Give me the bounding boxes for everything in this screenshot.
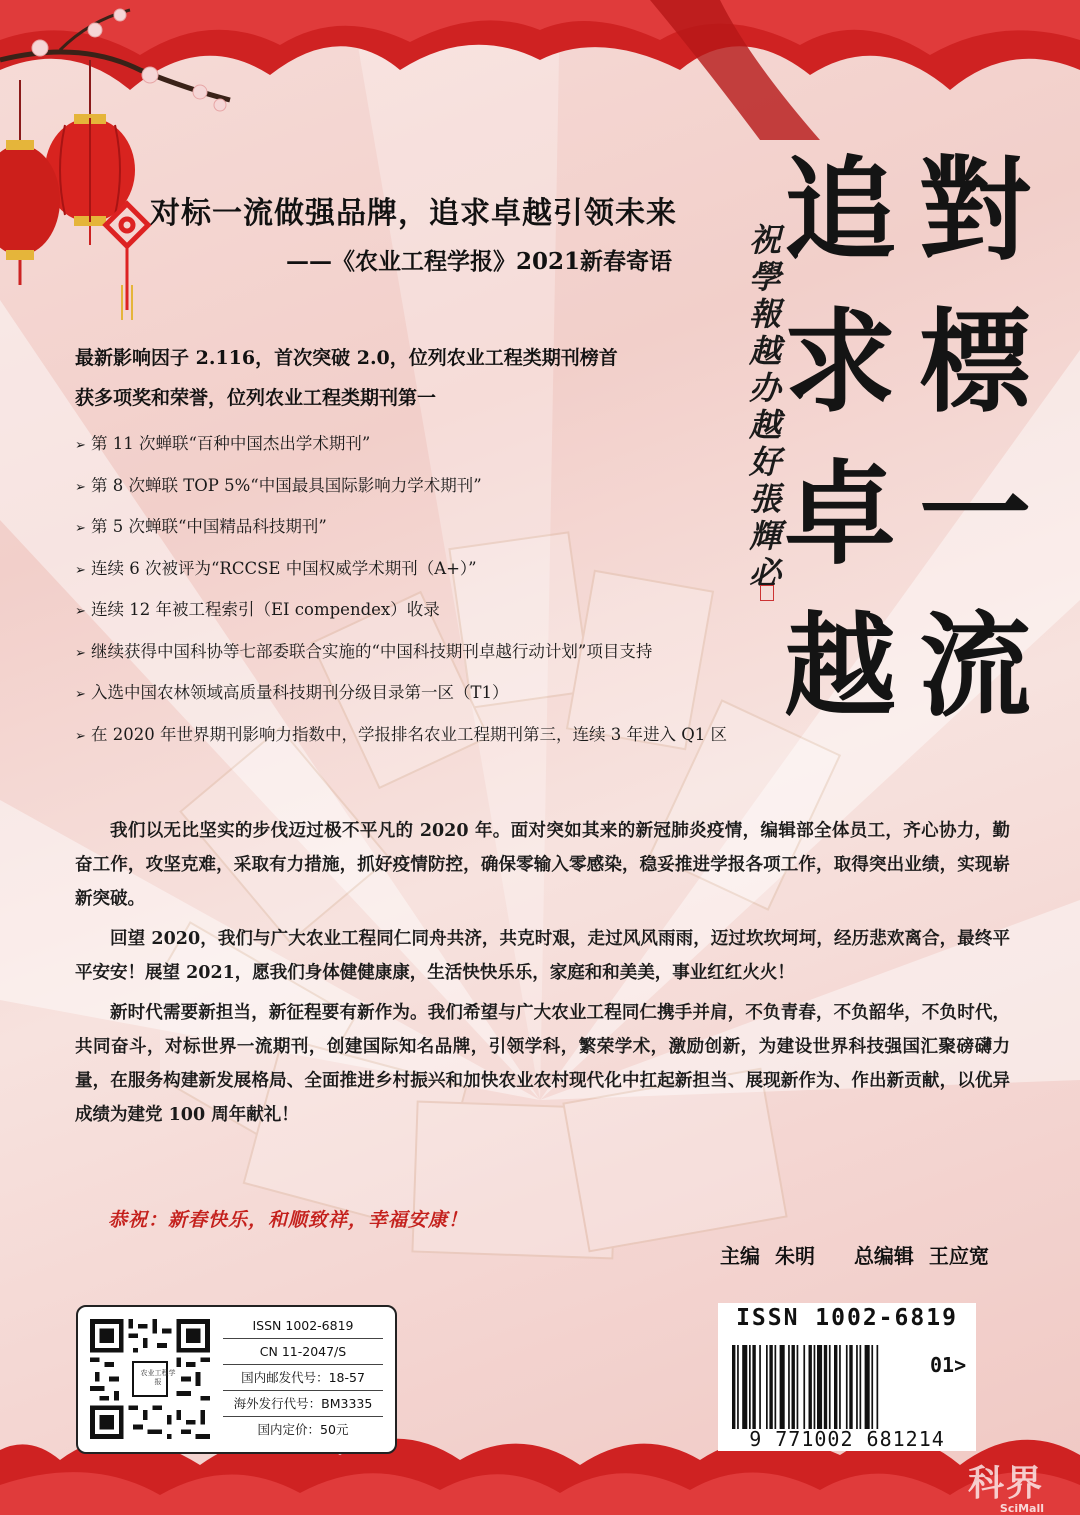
domestic-postal-code: 国内邮发代号：18-57 xyxy=(223,1365,383,1391)
paragraph: 我们以无比坚实的步伐迈过极不平凡的 2020 年。面对突如其来的新冠肺炎疫情，编辑部全体员工，齐心协力，勤奋工作，攻坚克难，采取有力措施，抓好疫情防控，确保零输入零感染，稳妥推进学报各项工作，取得突出业绩，实现崭新突破。 xyxy=(75,821,1010,909)
general-editor-name: 王应宽 xyxy=(928,1244,989,1268)
chief-editor-label: 主编 xyxy=(720,1244,760,1268)
list-item: ➢ 连续 6 次被评为“RCCSE 中国权威学术期刊（A+）” xyxy=(75,558,477,578)
page-subtitle: ——《农业工程学报》2021新春寄语 xyxy=(286,248,673,275)
overseas-code: 海外发行代号：BM3335 xyxy=(223,1391,383,1417)
list-item: ➢ 第 11 次蝉联“百种中国杰出学术期刊” xyxy=(75,434,371,453)
arrow-icon: ➢ xyxy=(75,438,86,453)
publication-codes xyxy=(223,1313,383,1442)
issn-code: ISSN 1002-6819 xyxy=(223,1313,383,1339)
watermark-sub: SciMall xyxy=(999,1502,1045,1515)
cn-code: CN 11-2047/S xyxy=(223,1339,383,1365)
arrow-icon: ➢ xyxy=(75,479,86,495)
calligraphy-left-column: 追 求 卓 越 xyxy=(784,145,896,732)
calligraphy-inscription: 祝 學 報 越 办 越 好 張 輝 必 xyxy=(748,221,781,592)
editors-line xyxy=(720,1240,997,1269)
watermark-main: 科界 xyxy=(968,1462,1045,1504)
paragraph: 新时代需要新担当，新征程要有新作为。我们希望与广大农业工程同仁携手并肩，不负青春，不负韶华，不负时代，共同奋斗，对标世界一流期刊，创建国际知名品牌，引领学科，繁荣学术，激励创新，为建设世界科技强国汇聚磅礴力量，在服务构建新发展格局、全面推进乡村振兴和加快农业农村现代化中扛起新担当、展现新作为、作出新贡献，以优异成绩为建党 100 周年献礼！ xyxy=(75,1003,1010,1125)
list-item: ➢ 在 2020 年世界期刊影响力指数中，学报排名农业工程期刊第三，连续 3 年进入 Q1 区 xyxy=(75,724,727,744)
list-item: ➢ 连续 12 年被工程索引（EI compendex）收录 xyxy=(75,600,440,619)
list-item: ➢ 入选中国农林领域高质量科技期刊分级目录第一区（T1） xyxy=(75,683,509,702)
barcode-box xyxy=(718,1303,976,1451)
highlight-awards: 获多项奖和荣誉，位列农业工程类期刊第一 xyxy=(75,387,437,409)
publication-info-box xyxy=(76,1305,397,1454)
barcode-icon xyxy=(732,1345,932,1429)
highlight-impact-factor: 最新影响因子 2.116，首次突破 2.0，位列农业工程类期刊榜首 xyxy=(75,347,618,369)
price: 国内定价：50元 xyxy=(257,1422,349,1437)
greeting-message xyxy=(75,814,1010,1138)
calligraphy-right-column: 對 標 一 流 xyxy=(919,145,1031,732)
arrow-icon: ➢ xyxy=(75,645,86,661)
paragraph: 回望 2020，我们与广大农业工程同仁同舟共济，共克时艰，走过风风雨雨，迈过坎坎坷坷，经历悲欢离合，最终平平安安！展望 2021，愿我们身体健健康康，生活快快乐乐，家庭和和美美，事业红红火火！ xyxy=(75,929,1010,983)
chief-editor-name: 朱明 xyxy=(774,1244,815,1268)
barcode-suffix: 01> xyxy=(930,1353,967,1377)
barcode-number: 9 771002 681214 xyxy=(749,1427,945,1451)
list-item: ➢ 第 8 次蝉联 TOP 5%“中国最具国际影响力学术期刊” xyxy=(75,475,482,495)
barcode-issn: ISSN 1002-6819 xyxy=(736,1305,958,1331)
arrow-icon: ➢ xyxy=(75,521,86,536)
qr-center-logo: 农业工程学报 xyxy=(140,1369,176,1386)
list-item: ➢ 第 5 次蝉联“中国精品科技期刊” xyxy=(75,517,327,536)
scimall-watermark xyxy=(968,1455,1044,1515)
general-editor-label: 总编辑 xyxy=(853,1244,914,1268)
arrow-icon: ➢ xyxy=(75,728,86,744)
seal-icon xyxy=(760,585,774,601)
awards-list xyxy=(75,430,795,762)
list-item: ➢ 继续获得中国科协等七部委联合实施的“中国科技期刊卓越行动计划”项目支持 xyxy=(75,641,653,661)
arrow-icon: ➢ xyxy=(75,687,86,702)
new-year-greeting: 恭祝：新春快乐，和顺致祥，幸福安康！ xyxy=(108,1209,469,1231)
lanterns-decoration xyxy=(0,0,260,330)
arrow-icon: ➢ xyxy=(75,562,86,578)
arrow-icon: ➢ xyxy=(75,604,86,619)
page-title: 对标一流做强品牌，追求卓越引领未来 xyxy=(150,196,677,231)
